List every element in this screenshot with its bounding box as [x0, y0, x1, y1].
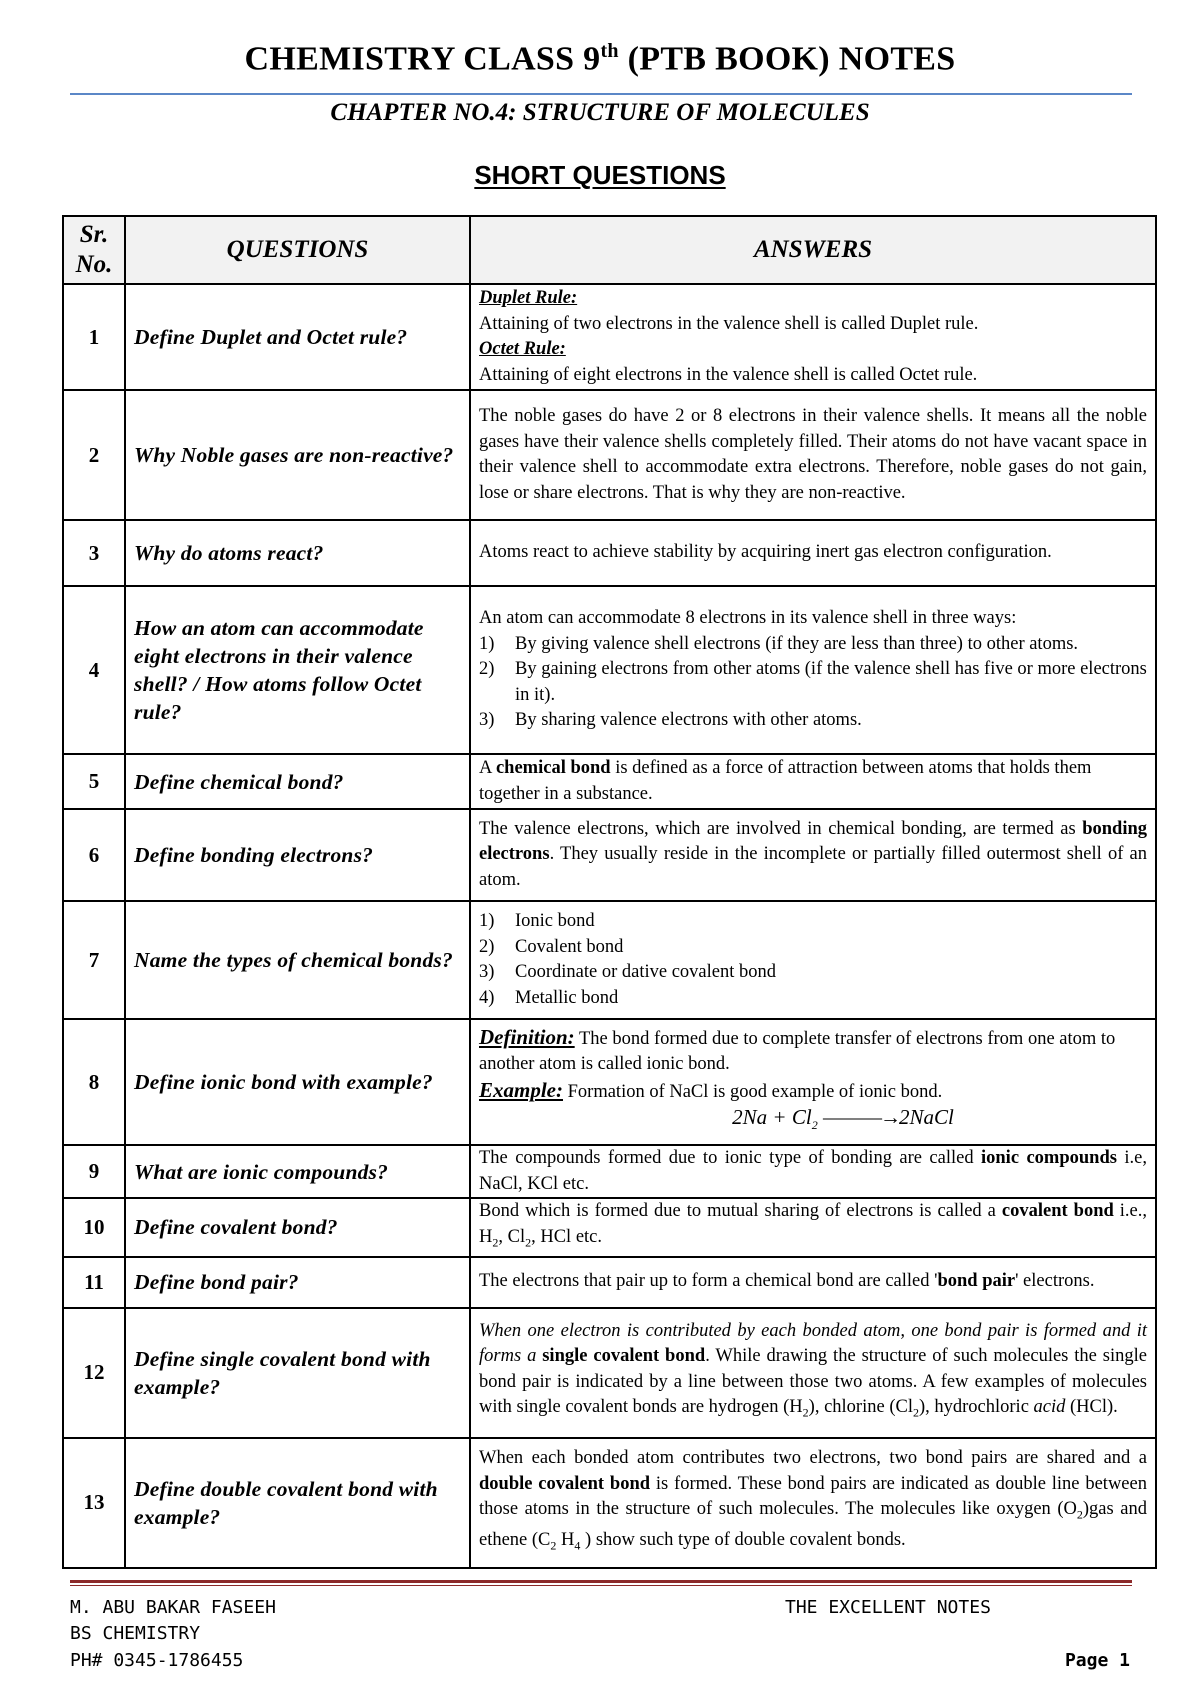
row-number: 5	[63, 754, 125, 809]
answer-text: ) show such type of double covalent bonds.	[580, 1530, 906, 1551]
answer-cell	[470, 1019, 1156, 1145]
footer-degree: BS CHEMISTRY	[70, 1623, 201, 1644]
answer-label: Duplet Rule:	[479, 288, 578, 308]
table-row	[63, 1145, 1156, 1198]
answer-text: The bond formed due to complete transfer of electrons from one atom to another atom is called ionic bond.	[479, 1028, 1116, 1075]
row-number: 8	[63, 1019, 125, 1145]
answer-term: double covalent bond	[479, 1473, 651, 1494]
section-heading-text: SHORT QUESTIONS	[474, 160, 726, 190]
answer-cell	[470, 754, 1156, 809]
subscript: 2	[525, 1235, 532, 1250]
table-row	[63, 1019, 1156, 1145]
question-cell: What are ionic compounds?	[125, 1145, 470, 1198]
table-row	[63, 390, 1156, 520]
answer-cell	[470, 809, 1156, 901]
answer-cell	[470, 1438, 1156, 1568]
row-number: 4	[63, 586, 125, 754]
answer-text: . While drawing the structure of such molecules the single bond pair is indicated by a line between those two atoms. A few examples of molecules with single covalent bonds are hydrogen (H	[479, 1346, 1147, 1418]
list-item	[479, 657, 1147, 708]
row-number: 12	[63, 1308, 125, 1438]
answer-cell	[470, 901, 1156, 1019]
row-number: 11	[63, 1257, 125, 1308]
answer-term: covalent bond	[1001, 1201, 1114, 1221]
answer-text: A	[479, 758, 496, 778]
page-number: Page 1	[1064, 1650, 1130, 1671]
list-text: Covalent bond	[515, 936, 624, 957]
question-cell: Define covalent bond?	[125, 1198, 470, 1257]
list-number: 4)	[479, 987, 495, 1008]
column-header-sr-no	[63, 216, 125, 284]
subscript: 2	[550, 1538, 557, 1553]
row-number: 13	[63, 1438, 125, 1568]
answer-text: When one electron is contributed by each bonded atom, one bond pair is formed and it forms a	[479, 1320, 1147, 1367]
equation-subscript: 2	[811, 1118, 818, 1133]
answer-text: . They usually reside in the incomplete or partially filled outermost shell of an atom.	[479, 844, 1147, 890]
question-cell: Define single covalent bond with example?	[125, 1308, 470, 1438]
answer-text: , HCl etc.	[531, 1226, 603, 1247]
answer-text: The compounds formed due to ionic type of bonding are called	[479, 1148, 981, 1168]
table-row	[63, 284, 1156, 390]
answer-cell	[470, 1145, 1156, 1198]
list-item	[479, 909, 1147, 935]
footer-divider-thin	[70, 1585, 1132, 1586]
answer-text: When each bonded atom contributes two electrons, two bond pairs are shared and a	[479, 1448, 1147, 1468]
answer-text: ' electrons.	[1015, 1271, 1095, 1292]
answer-text: The electrons that pair up to form a chemical bond are called '	[479, 1271, 938, 1292]
table-row	[63, 1308, 1156, 1438]
question-cell: Why do atoms react?	[125, 520, 470, 586]
answer-text: H	[556, 1530, 575, 1551]
answer-cell	[470, 1308, 1156, 1438]
list-text: Coordinate or dative covalent bond	[515, 962, 776, 982]
question-cell: Define Duplet and Octet rule?	[125, 284, 470, 390]
list-item	[479, 632, 1147, 658]
list-text: Ionic bond	[515, 911, 595, 931]
list-item	[479, 960, 1147, 986]
row-number: 2	[63, 390, 125, 520]
row-number: 3	[63, 520, 125, 586]
answer-cell: Atoms react to achieve stability by acquiring inert gas electron configuration.	[470, 520, 1156, 586]
subscript: 4	[574, 1538, 581, 1553]
answer-term: chemical bond	[495, 758, 611, 778]
row-number: 6	[63, 809, 125, 901]
chemical-equation	[479, 1105, 1147, 1139]
answer-list	[479, 632, 1147, 734]
table-header-row	[63, 216, 1156, 284]
short-questions-table	[62, 215, 1157, 1569]
table-row	[63, 809, 1156, 901]
answer-term: bond pair	[937, 1271, 1016, 1292]
answer-text: )gas and ethene (C	[479, 1499, 1147, 1551]
answer-text: is formed. These bond pairs are indicated as double line between those atoms in the structure of such molecules. The molecules like oxygen (O	[479, 1473, 1147, 1519]
answer-term: bonding electrons	[479, 818, 1147, 865]
answer-list	[479, 909, 1147, 1011]
answer-text: ), chlorine (Cl	[808, 1397, 913, 1418]
answer-text: (HCl).	[1065, 1397, 1118, 1418]
table-row	[63, 754, 1156, 809]
chapter-title: CHAPTER NO.4: STRUCTURE OF MOLECULES	[330, 99, 870, 126]
list-text: By giving valence shell electrons (if they are less than three) to other atoms.	[515, 633, 1079, 654]
list-text: Metallic bond	[515, 987, 619, 1008]
footer-divider	[70, 1580, 1132, 1583]
answer-term: ionic compounds	[981, 1148, 1117, 1168]
column-header-answers: ANSWERS	[470, 216, 1156, 284]
answer-cell	[470, 586, 1156, 754]
header-divider	[70, 93, 1132, 95]
question-cell: Define double covalent bond with example?	[125, 1438, 470, 1568]
equation-product: 2NaCl	[898, 1105, 954, 1130]
sr-line2: No.	[75, 251, 113, 278]
list-number: 2)	[479, 936, 495, 957]
subscript: 2	[802, 1406, 809, 1421]
question-cell: Define ionic bond with example?	[125, 1019, 470, 1145]
list-number: 1)	[479, 911, 495, 931]
list-number: 3)	[479, 710, 495, 731]
list-item	[479, 935, 1147, 961]
row-number: 10	[63, 1198, 125, 1257]
column-header-questions: QUESTIONS	[125, 216, 470, 284]
table-row	[63, 586, 1156, 754]
equation-reactants: 2Na + Cl	[732, 1105, 812, 1130]
answer-term: single covalent bond	[542, 1346, 706, 1367]
page-title	[0, 40, 1200, 78]
table-row	[63, 1438, 1156, 1568]
answer-text: , Cl	[498, 1226, 526, 1247]
answer-text: Attaining of eight electrons in the valence shell is called Octet rule.	[479, 364, 978, 385]
example-label: Example:	[479, 1077, 563, 1102]
question-cell: Define chemical bond?	[125, 754, 470, 809]
title-suffix: (PTB BOOK) NOTES	[618, 40, 956, 78]
answer-cell	[470, 1257, 1156, 1308]
list-item	[479, 708, 1147, 734]
subscript: 2	[1076, 1507, 1083, 1522]
footer-phone: PH# 0345-1786455	[70, 1650, 244, 1671]
reaction-arrow-icon: ———→	[822, 1105, 899, 1130]
list-text: By gaining electrons from other atoms (if the valence shell has five or more electrons in it).	[515, 659, 1147, 705]
answer-text: i.e., H	[479, 1201, 1148, 1247]
definition-label: Definition:	[479, 1024, 575, 1049]
list-item	[479, 986, 1147, 1012]
list-number: 2)	[479, 659, 495, 680]
table-row	[63, 1198, 1156, 1257]
answer-cell	[470, 1198, 1156, 1257]
table-row	[63, 901, 1156, 1019]
answer-text: Formation of NaCl is good example of ionic bond.	[563, 1081, 943, 1102]
footer-brand: THE EXCELLENT NOTES	[785, 1597, 991, 1618]
answer-cell: The noble gases do have 2 or 8 electrons in their valence shells. It means all the noble gases have their valence shells completely filled. Their atoms do not have vacant space in their valence shell to accommodate extra electrons. Therefore, noble gases do not gain, lose or share electrons. That is why they are non-reactive.	[470, 390, 1156, 520]
answer-text: Bond which is formed due to mutual sharing of electrons is called a	[479, 1201, 1002, 1221]
answer-cell	[470, 284, 1156, 390]
title-superscript: th	[600, 40, 619, 62]
answer-intro: An atom can accommodate 8 electrons in its valence shell in three ways:	[479, 608, 1017, 629]
answer-text: i.e, NaCl, KCl etc.	[479, 1148, 1147, 1194]
list-number: 3)	[479, 962, 495, 982]
answer-label: Octet Rule:	[479, 339, 566, 359]
question-cell: Name the types of chemical bonds?	[125, 901, 470, 1019]
sr-line1: Sr.	[79, 221, 109, 248]
row-number: 7	[63, 901, 125, 1019]
question-cell: Define bond pair?	[125, 1257, 470, 1308]
list-text: By sharing valence electrons with other atoms.	[515, 710, 862, 731]
question-cell: How an atom can accommodate eight electrons in their valence shell? / How atoms follow Octet rule?	[125, 586, 470, 754]
question-cell: Define bonding electrons?	[125, 809, 470, 901]
subscript: 2	[912, 1406, 919, 1421]
list-number: 1)	[479, 633, 495, 654]
question-cell: Why Noble gases are non-reactive?	[125, 390, 470, 520]
row-number: 1	[63, 284, 125, 390]
answer-text: is defined as a force of attraction between atoms that holds them together in a substance.	[479, 758, 1092, 804]
footer-author: M. ABU BAKAR FASEEH	[70, 1597, 276, 1618]
section-heading	[0, 160, 1200, 191]
table-row	[63, 520, 1156, 586]
table-row	[63, 1257, 1156, 1308]
answer-text: acid	[1033, 1397, 1066, 1418]
answer-text: Attaining of two electrons in the valence shell is called Duplet rule.	[479, 313, 979, 334]
title-main: CHEMISTRY CLASS 9	[244, 40, 601, 78]
row-number: 9	[63, 1145, 125, 1198]
answer-text: ), hydrochloric	[918, 1397, 1034, 1418]
answer-text: The valence electrons, which are involved in chemical bonding, are termed as	[479, 818, 1083, 839]
subscript: 2	[492, 1235, 499, 1250]
